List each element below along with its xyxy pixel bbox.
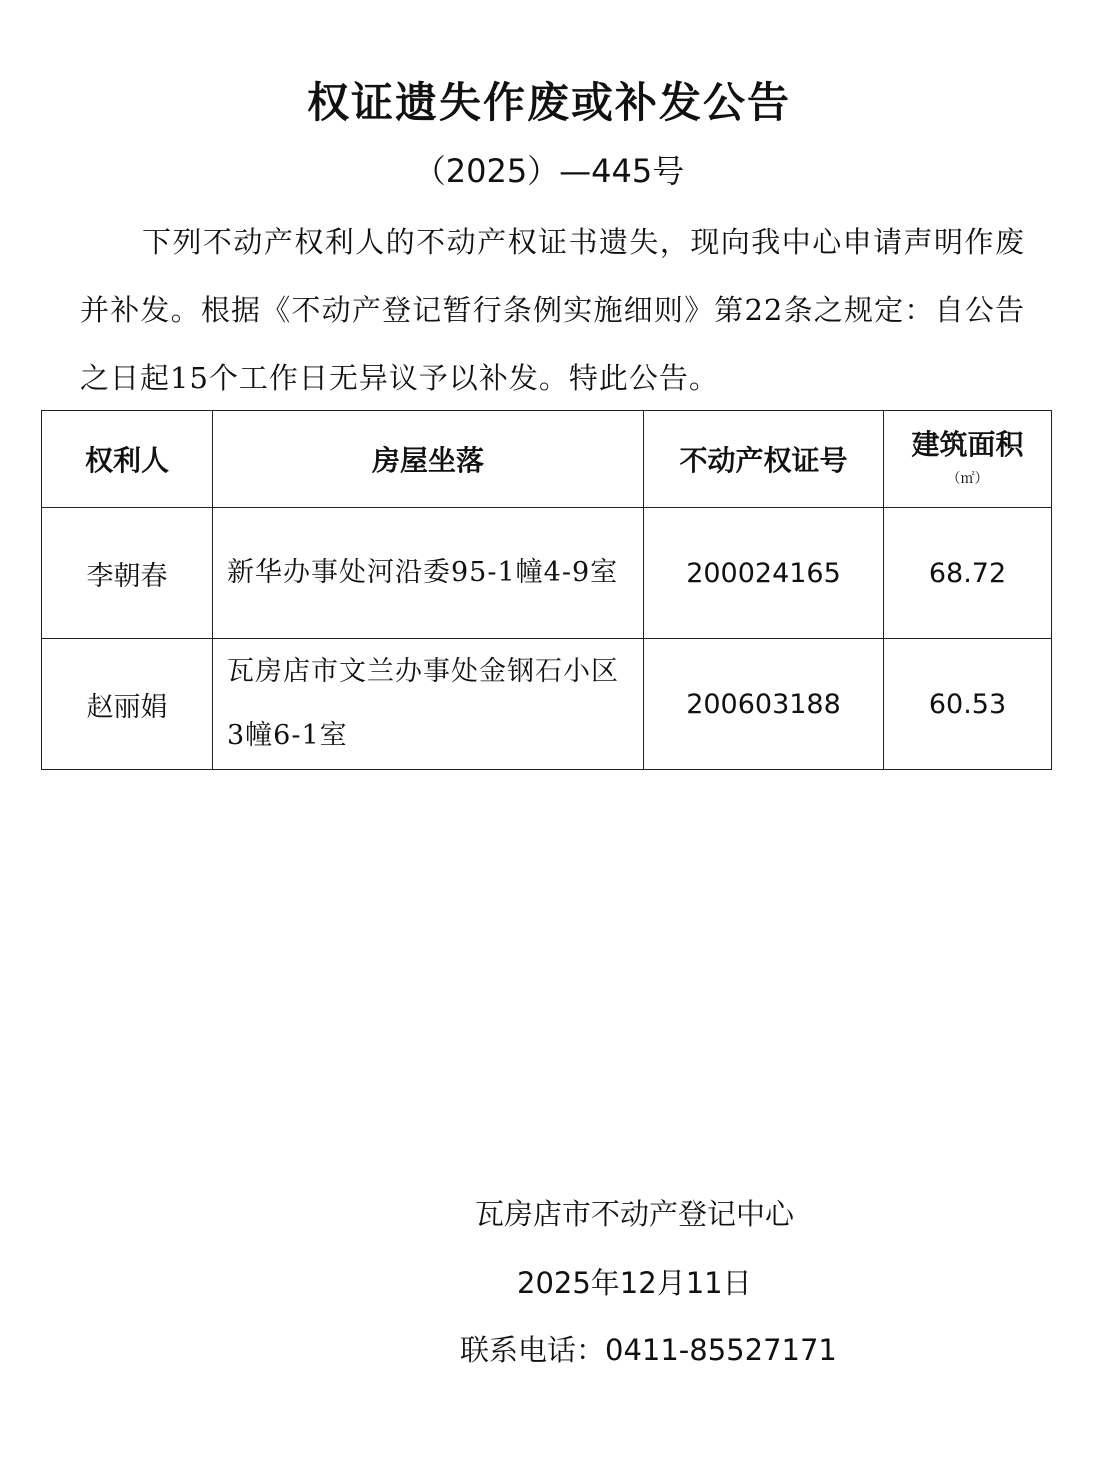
cert-number-cell: 200024165 <box>644 508 884 639</box>
header-area <box>884 411 1052 508</box>
holder-cell: 李朝春 <box>42 508 213 639</box>
header-holder: 权利人 <box>42 411 213 508</box>
table-header-row <box>42 411 1052 508</box>
location-cell: 新华办事处河沿委95-1幢4-9室 <box>213 508 644 639</box>
location-cell: 瓦房店市文兰办事处金钢石小区3幢6-1室 <box>213 639 644 770</box>
document-number: （2025）—445号 <box>413 152 685 190</box>
area-cell: 68.72 <box>884 508 1052 639</box>
issuing-organization: 瓦房店市不动产登记中心 <box>475 1197 795 1231</box>
cert-number-cell: 200603188 <box>644 639 884 770</box>
header-area-unit: （㎡） <box>946 471 989 487</box>
notice-title: 权证遗失作废或补发公告 <box>306 78 791 127</box>
issue-date: 2025年12月11日 <box>517 1266 752 1300</box>
certificate-table <box>41 410 1052 770</box>
table-row <box>42 639 1052 770</box>
header-cert-number: 不动产权证号 <box>644 411 884 508</box>
notice-paragraph: 下列不动产权利人的不动产权证书遗失，现向我中心申请声明作废并补发。根据《不动产登记暂行条例实施细则》第22条之规定：自公告之日起15个工作日无异议予以补发。特此公告。 <box>80 225 1025 395</box>
table-row <box>42 508 1052 639</box>
area-cell: 60.53 <box>884 639 1052 770</box>
header-location: 房屋坐落 <box>213 411 644 508</box>
contact-phone: 联系电话：0411-85527171 <box>460 1333 837 1367</box>
holder-cell: 赵丽娟 <box>42 639 213 770</box>
header-area-label: 建筑面积 <box>911 428 1024 461</box>
